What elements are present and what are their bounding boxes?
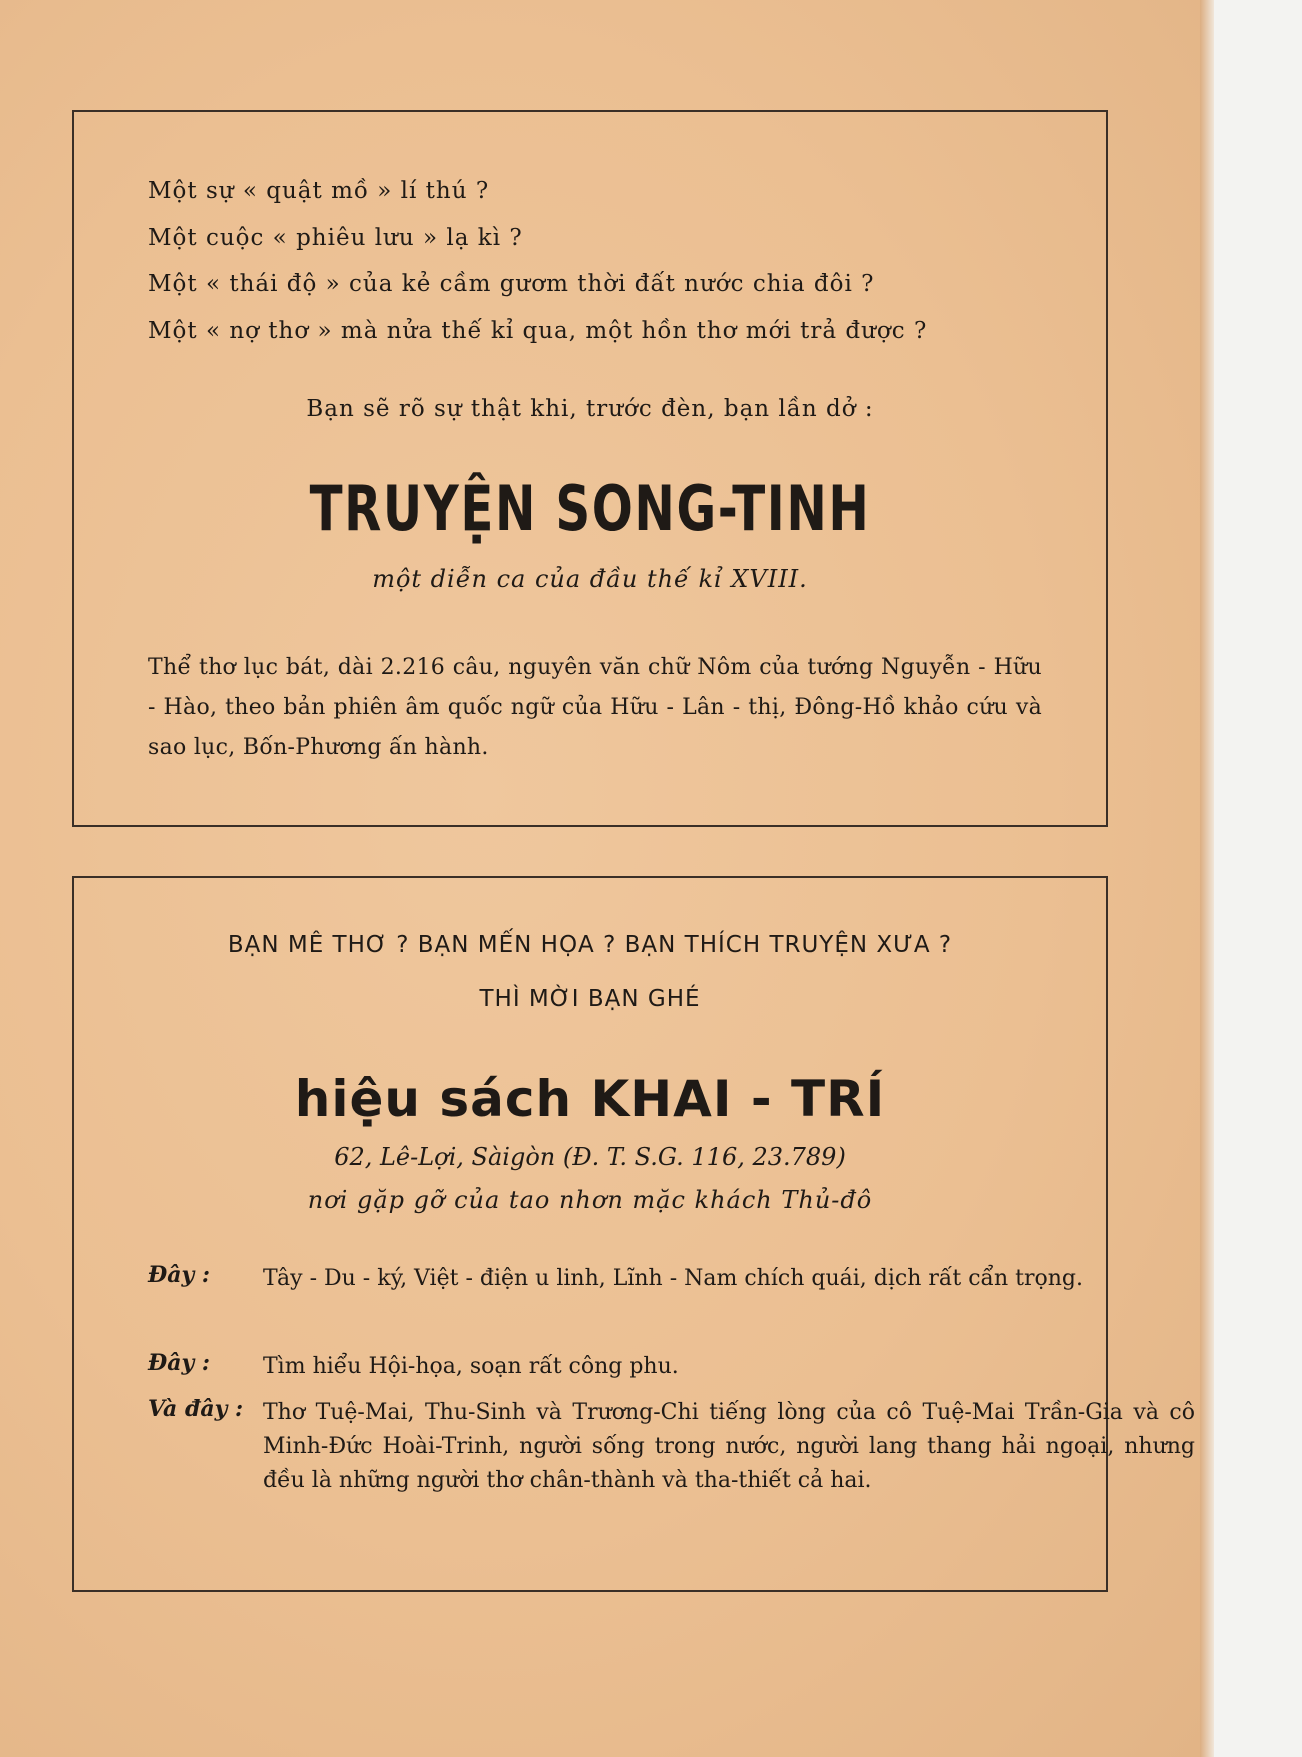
question-line-3: Một « thái độ » của kẻ cầm gươm thời đất nước chia đôi ?	[148, 271, 875, 297]
entry-label: Đây :	[148, 1350, 211, 1376]
entry-label: Đây :	[148, 1262, 211, 1288]
entry-label: Và đây :	[148, 1396, 244, 1422]
shop-address: 62, Lê-Lợi, Sàigòn (Đ. T. S.G. 116, 23.789)	[334, 1143, 846, 1171]
book-title: TRUYỆN SONG-TINH	[309, 472, 871, 545]
headline: BẠN MÊ THƠ ? BẠN MẾN HỌA ? BẠN THÍCH TRUYỆN XƯA ?	[227, 932, 953, 958]
book-subtitle: một diễn ca của đầu thế kỉ XVIII.	[372, 565, 808, 593]
entry-text: Thơ Tuệ-Mai, Thu-Sinh và Trương-Chi tiếng lòng của cô Tuệ-Mai Trần-Gia và cô Minh-Đức Hoài-Trinh, người sống trong nước, người lang thang hải ngoại, nhưng đều là những người thơ chân-thành và tha-thiết cả hai.	[263, 1400, 1195, 1493]
question-line-1: Một sự « quật mồ » lí thú ?	[148, 178, 490, 204]
page-edge	[1200, 0, 1214, 1757]
book-description: Thể thơ lục bát, dài 2.216 câu, nguyên văn chữ Nôm của tướng Nguyễn - Hữu - Hào, theo bản phiên âm quốc ngữ của Hữu - Lân - thị, Đông-Hồ khảo cứu và sao lục, Bốn-Phương ấn hành.	[148, 655, 1042, 760]
question-line-2: Một cuộc « phiêu lưu » lạ kì ?	[148, 225, 523, 251]
entry-text: Tìm hiểu Hội-họa, soạn rất công phu.	[263, 1354, 679, 1379]
entry-text: Tây - Du - ký, Việt - điện u linh, Lĩnh - Nam chích quái, dịch rất cẩn trọng.	[263, 1266, 1084, 1291]
shop-tagline: nơi gặp gỡ của tao nhơn mặc khách Thủ-đô	[307, 1186, 873, 1214]
question-line-4: Một « nợ thơ » mà nửa thế kỉ qua, một hồn thơ mới trả được ?	[148, 318, 928, 344]
lead-text: Bạn sẽ rõ sự thật khi, trước đèn, bạn lần dở :	[306, 396, 874, 422]
shop-name: hiệu sách KHAI - TRÍ	[294, 1070, 886, 1128]
invite-text: THÌ MỜI BẠN GHÉ	[479, 986, 701, 1012]
